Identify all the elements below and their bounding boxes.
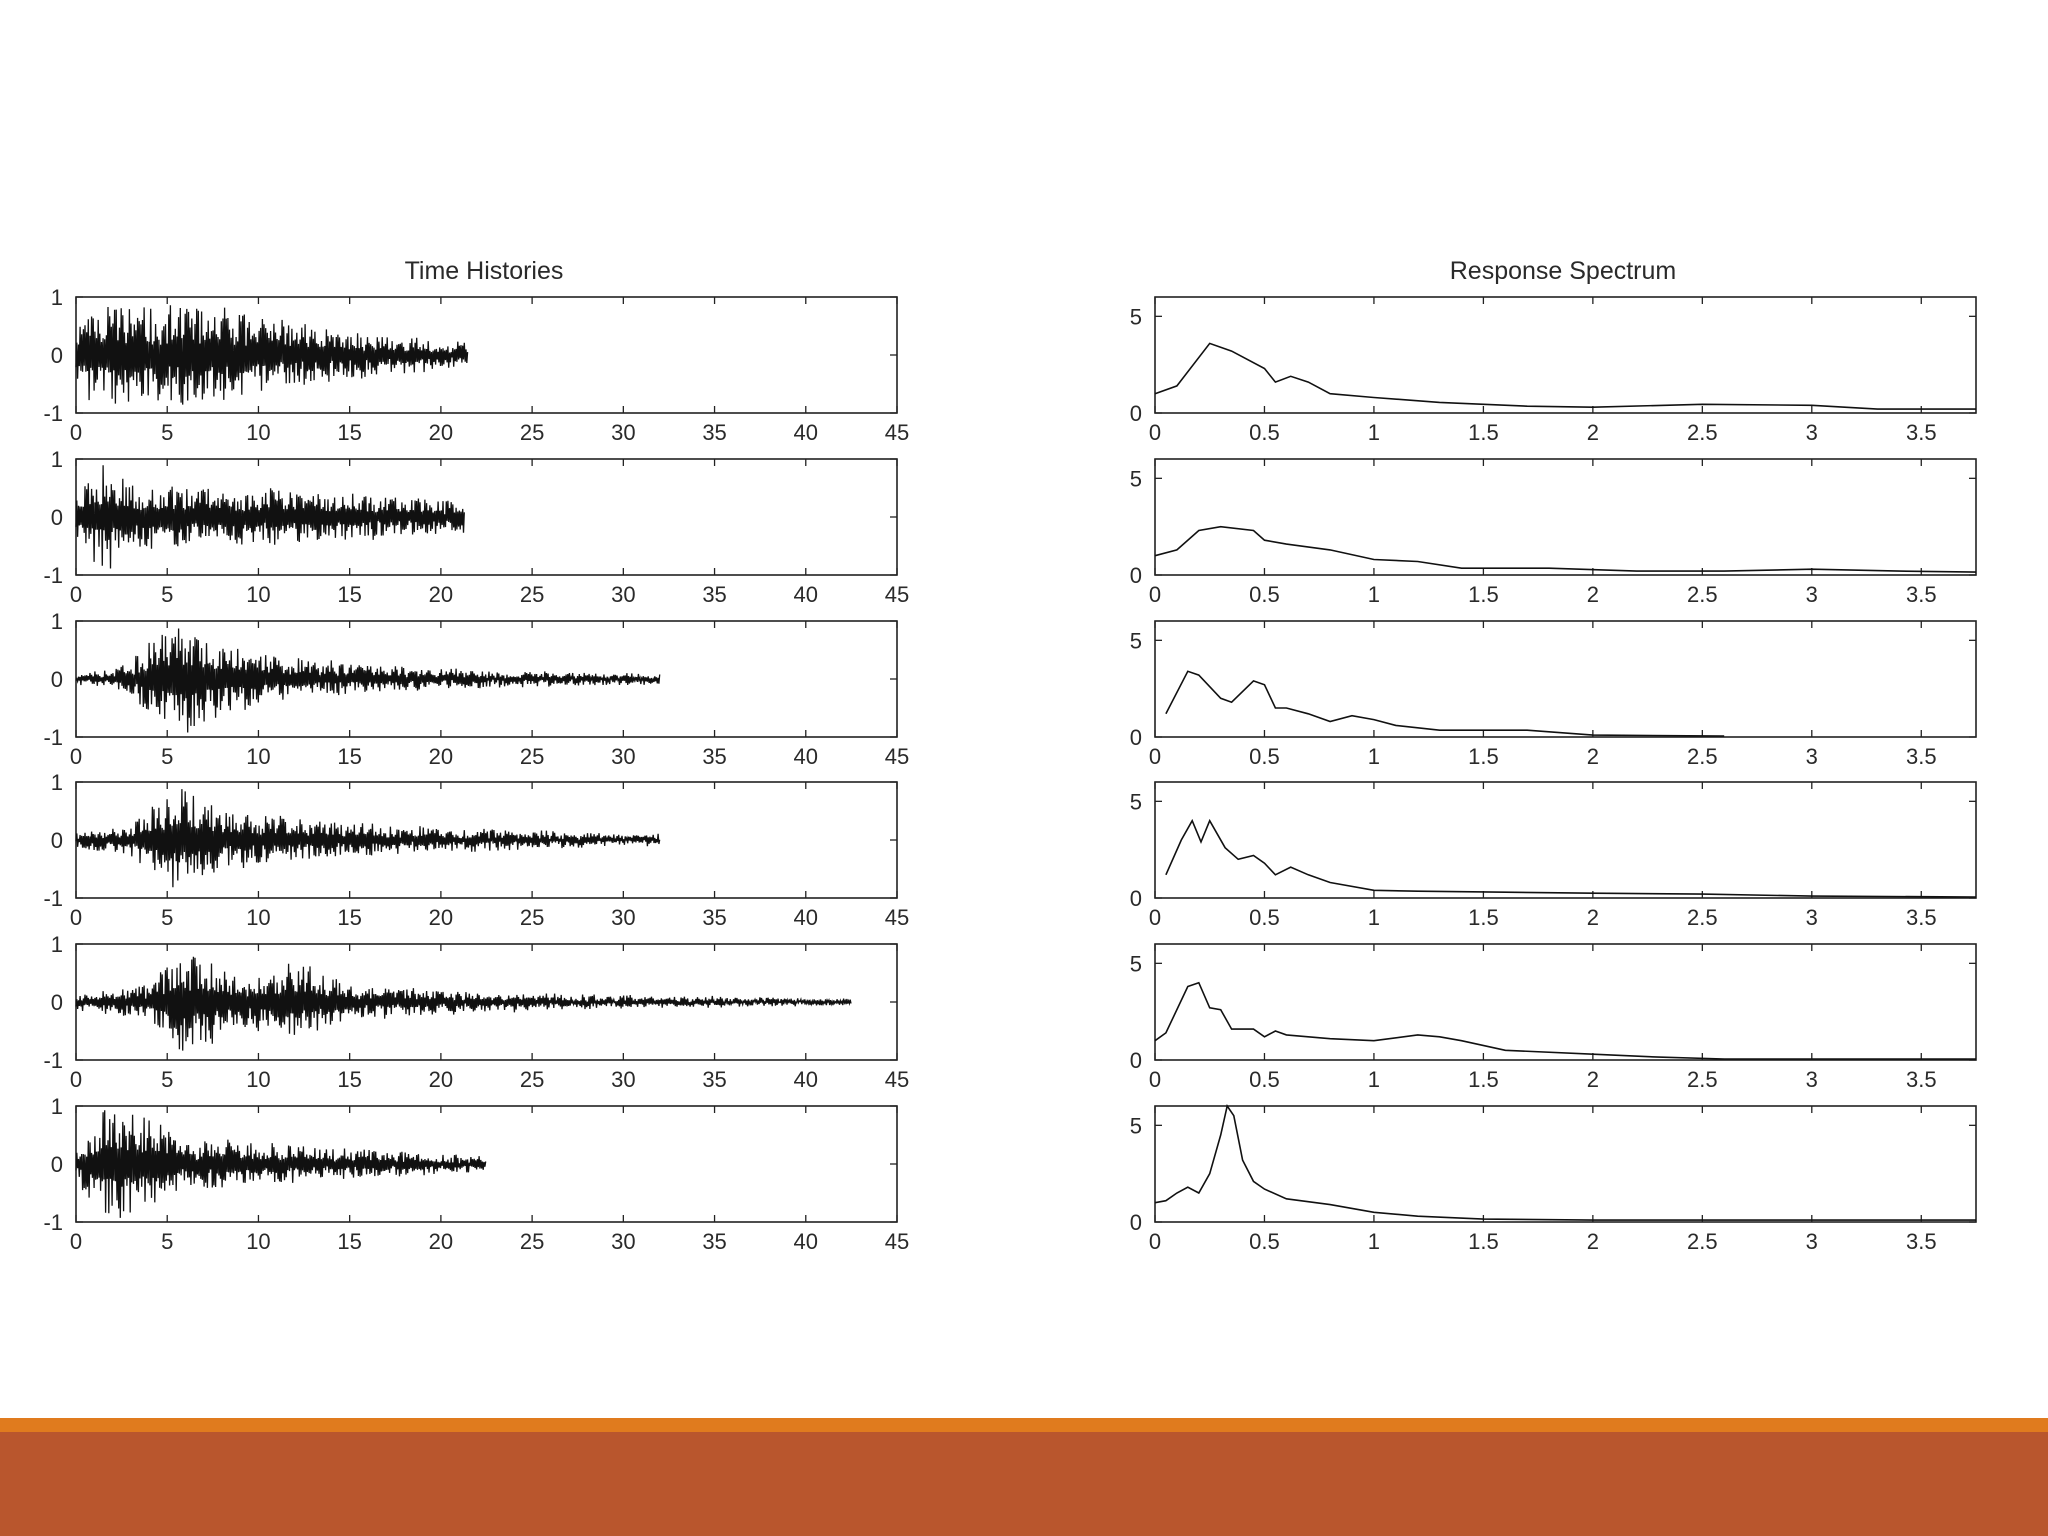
time-history-xtick-label: 20 <box>428 420 454 445</box>
time-history-xtick-label: 40 <box>793 905 819 930</box>
response-spectrum-axes-frame-3 <box>1155 621 1976 737</box>
response-spectrum-xtick-label: 0.5 <box>1249 582 1280 607</box>
time-history-xtick-label: 45 <box>884 1067 910 1092</box>
response-spectrum-axes-frame-4 <box>1155 782 1976 898</box>
time-history-xtick-label: 35 <box>702 1229 727 1254</box>
response-spectrum-xtick-label: 0 <box>1148 744 1162 769</box>
response-spectrum-ytick-label: 0 <box>1129 563 1142 588</box>
time-history-panel-6 <box>43 1094 909 1254</box>
response-spectrum-xtick-label: 2 <box>1586 905 1599 930</box>
response-spectrum-xtick-label: 1.5 <box>1468 1229 1499 1254</box>
time-history-xtick-label: 5 <box>161 905 174 930</box>
time-history-panel-1 <box>43 285 909 445</box>
response-spectrum-ytick-label: 5 <box>1129 951 1142 977</box>
time-history-xtick-label: 15 <box>337 905 362 930</box>
response-spectrum-xtick-label: 1.5 <box>1468 905 1499 930</box>
response-spectrum-axes-frame-1 <box>1155 297 1976 413</box>
response-spectrum-xtick-label: 3.5 <box>1905 1067 1937 1092</box>
response-spectrum-xtick-label: 3 <box>1805 420 1818 445</box>
response-spectrum-ytick-label: 5 <box>1129 628 1142 654</box>
time-history-xtick-label: 20 <box>428 1229 454 1254</box>
response-spectrum-xtick-label: 0.5 <box>1249 1229 1280 1254</box>
response-spectrum-curve-5 <box>1155 983 1976 1059</box>
time-history-xtick-label: 25 <box>519 420 545 445</box>
response-spectrum-xtick-label: 2.5 <box>1687 1067 1718 1092</box>
response-spectrum-xtick-label: 2.5 <box>1687 420 1718 445</box>
time-history-xtick-label: 30 <box>611 744 636 769</box>
response-spectrum-xtick-label: 1.5 <box>1468 1067 1499 1092</box>
response-spectrum-xtick-label: 2 <box>1586 1229 1599 1254</box>
time-history-trace-6 <box>76 1110 486 1218</box>
time-history-xtick-label: 40 <box>793 1229 819 1254</box>
time-history-ytick-label: 1 <box>50 285 63 310</box>
time-history-ytick-label: -1 <box>43 725 63 750</box>
response-spectrum-xtick-label: 2.5 <box>1687 905 1718 930</box>
time-history-xtick-label: 20 <box>428 905 454 930</box>
time-history-panel-5 <box>43 932 909 1092</box>
time-history-xtick-label: 15 <box>337 420 362 445</box>
time-history-trace-4 <box>76 789 660 887</box>
time-history-xtick-label: 20 <box>428 744 454 769</box>
response-spectrum-xtick-label: 1 <box>1367 1229 1381 1254</box>
response-spectrum-xtick-label: 2.5 <box>1687 1229 1718 1254</box>
time-history-xtick-label: 0 <box>69 420 83 445</box>
time-history-xtick-label: 35 <box>702 1067 727 1092</box>
response-spectrum-ytick-label: 0 <box>1129 886 1142 911</box>
time-history-xtick-label: 15 <box>337 582 362 607</box>
time-history-ytick-label: 1 <box>50 932 63 957</box>
response-spectrum-xtick-label: 1 <box>1367 1067 1381 1092</box>
time-history-xtick-label: 20 <box>428 1067 454 1092</box>
response-spectrum-panel-5 <box>1130 944 1976 1092</box>
slide-footer-band <box>0 1432 2048 1536</box>
time-history-trace-1 <box>76 305 468 404</box>
time-history-ytick-label: 1 <box>50 609 63 634</box>
response-spectrum-xtick-label: 3 <box>1805 905 1818 930</box>
response-spectrum-xtick-label: 0 <box>1148 1229 1162 1254</box>
response-spectrum-xtick-label: 1.5 <box>1468 744 1499 769</box>
response-spectrum-panel-1 <box>1130 297 1976 445</box>
time-history-panel-3 <box>43 609 909 769</box>
time-history-ytick-label: -1 <box>43 563 63 588</box>
time-history-xtick-label: 5 <box>161 744 174 769</box>
time-history-xtick-label: 15 <box>337 1229 362 1254</box>
response-spectrum-ytick-label: 5 <box>1129 466 1142 492</box>
time-history-xtick-label: 30 <box>611 582 636 607</box>
time-history-ytick-label: -1 <box>43 886 63 911</box>
time-history-xtick-label: 35 <box>702 420 727 445</box>
response-spectrum-axes-frame-2 <box>1155 459 1976 575</box>
response-spectrum-xtick-label: 0.5 <box>1249 905 1280 930</box>
response-spectrum-ytick-label: 5 <box>1129 789 1142 815</box>
time-history-xtick-label: 40 <box>793 420 819 445</box>
response-spectrum-xtick-label: 0 <box>1148 905 1162 930</box>
time-history-xtick-label: 30 <box>611 420 636 445</box>
response-spectrum-xtick-label: 0.5 <box>1249 420 1280 445</box>
time-history-ytick-label: -1 <box>43 1210 63 1235</box>
time-history-xtick-label: 40 <box>793 1067 819 1092</box>
response-spectrum-xtick-label: 1.5 <box>1468 420 1499 445</box>
response-spectrum-xtick-label: 3 <box>1805 744 1818 769</box>
time-history-xtick-label: 25 <box>519 1067 545 1092</box>
response-spectrum-ytick-label: 0 <box>1129 1048 1142 1073</box>
time-history-xtick-label: 40 <box>793 744 819 769</box>
response-spectrum-xtick-label: 3 <box>1805 1229 1818 1254</box>
time-history-xtick-label: 30 <box>611 1067 636 1092</box>
response-spectrum-title: Response Spectrum <box>1449 257 1677 285</box>
response-spectrum-xtick-label: 0 <box>1148 582 1162 607</box>
response-spectrum-curve-6 <box>1155 1106 1976 1220</box>
time-history-xtick-label: 5 <box>161 582 174 607</box>
time-history-trace-3 <box>76 629 660 733</box>
time-history-ytick-label: 0 <box>50 828 63 853</box>
time-history-xtick-label: 35 <box>702 744 727 769</box>
response-spectrum-xtick-label: 3.5 <box>1905 905 1937 930</box>
time-history-trace-2 <box>76 465 464 568</box>
time-history-xtick-label: 45 <box>884 582 910 607</box>
response-spectrum-axes-frame-6 <box>1155 1106 1976 1222</box>
response-spectrum-ytick-label: 0 <box>1129 725 1142 750</box>
response-spectrum-panel-3 <box>1130 621 1976 769</box>
response-spectrum-xtick-label: 1 <box>1367 744 1381 769</box>
time-history-xtick-label: 25 <box>519 582 545 607</box>
time-history-xtick-label: 0 <box>69 582 83 607</box>
time-history-xtick-label: 45 <box>884 1229 910 1254</box>
time-history-panel-4 <box>43 770 909 930</box>
time-history-trace-5 <box>76 957 851 1051</box>
time-history-xtick-label: 45 <box>884 744 910 769</box>
time-history-xtick-label: 10 <box>246 582 271 607</box>
response-spectrum-xtick-label: 2.5 <box>1687 582 1718 607</box>
time-history-xtick-label: 25 <box>519 905 545 930</box>
time-history-xtick-label: 0 <box>69 744 83 769</box>
time-history-xtick-label: 10 <box>246 420 271 445</box>
time-history-panel-2 <box>43 447 909 607</box>
time-history-xtick-label: 0 <box>69 1229 83 1254</box>
response-spectrum-xtick-label: 1 <box>1367 905 1381 930</box>
time-history-xtick-label: 45 <box>884 420 910 445</box>
time-history-xtick-label: 35 <box>702 905 727 930</box>
response-spectrum-curve-3 <box>1166 671 1724 736</box>
time-history-ytick-label: 0 <box>50 990 63 1015</box>
response-spectrum-panel-6 <box>1130 1106 1976 1254</box>
response-spectrum-xtick-label: 0 <box>1148 420 1162 445</box>
response-spectrum-xtick-label: 3 <box>1805 1067 1818 1092</box>
response-spectrum-axes-frame-5 <box>1155 944 1976 1060</box>
time-history-xtick-label: 30 <box>611 905 636 930</box>
response-spectrum-xtick-label: 3.5 <box>1905 420 1937 445</box>
time-history-xtick-label: 40 <box>793 582 819 607</box>
time-history-ytick-label: 1 <box>50 1094 63 1119</box>
response-spectrum-xtick-label: 3.5 <box>1905 744 1937 769</box>
response-spectrum-ytick-label: 5 <box>1129 304 1142 330</box>
time-history-xtick-label: 15 <box>337 744 362 769</box>
response-spectrum-xtick-label: 3.5 <box>1905 1229 1937 1254</box>
response-spectrum-xtick-label: 2 <box>1586 420 1599 445</box>
time-history-xtick-label: 0 <box>69 905 83 930</box>
time-history-xtick-label: 5 <box>161 1229 174 1254</box>
time-history-xtick-label: 10 <box>246 1067 271 1092</box>
response-spectrum-xtick-label: 0.5 <box>1249 744 1280 769</box>
time-history-ytick-label: 0 <box>50 667 63 692</box>
response-spectrum-xtick-label: 2.5 <box>1687 744 1718 769</box>
time-history-xtick-label: 5 <box>161 1067 174 1092</box>
response-spectrum-xtick-label: 3.5 <box>1905 582 1937 607</box>
time-history-xtick-label: 25 <box>519 1229 545 1254</box>
time-history-xtick-label: 0 <box>69 1067 83 1092</box>
time-history-xtick-label: 10 <box>246 1229 271 1254</box>
time-history-xtick-label: 45 <box>884 905 910 930</box>
time-histories-panels <box>43 285 909 1254</box>
response-spectrum-curve-1 <box>1155 343 1976 409</box>
response-spectrum-xtick-label: 1.5 <box>1468 582 1499 607</box>
response-spectrum-xtick-label: 2 <box>1586 582 1599 607</box>
time-history-xtick-label: 25 <box>519 744 545 769</box>
response-spectrum-curve-4 <box>1166 821 1976 897</box>
time-history-ytick-label: 0 <box>50 343 63 368</box>
response-spectrum-ytick-label: 0 <box>1129 401 1142 426</box>
response-spectrum-xtick-label: 0.5 <box>1249 1067 1280 1092</box>
time-history-xtick-label: 5 <box>161 420 174 445</box>
response-spectrum-xtick-label: 0 <box>1148 1067 1162 1092</box>
time-history-ytick-label: 1 <box>50 770 63 795</box>
time-history-xtick-label: 15 <box>337 1067 362 1092</box>
response-spectrum-panel-2 <box>1130 459 1976 607</box>
time-history-xtick-label: 10 <box>246 744 271 769</box>
slide-accent-stripe <box>0 1418 2048 1432</box>
response-spectrum-panels <box>1130 297 1976 1254</box>
time-history-ytick-label: -1 <box>43 1048 63 1073</box>
response-spectrum-xtick-label: 3 <box>1805 582 1818 607</box>
response-spectrum-xtick-label: 2 <box>1586 744 1599 769</box>
response-spectrum-curve-2 <box>1155 527 1976 572</box>
response-spectrum-ytick-label: 5 <box>1129 1113 1142 1139</box>
response-spectrum-xtick-label: 1 <box>1367 582 1381 607</box>
time-history-ytick-label: 0 <box>50 505 63 530</box>
time-history-xtick-label: 35 <box>702 582 727 607</box>
time-history-xtick-label: 10 <box>246 905 271 930</box>
response-spectrum-panel-4 <box>1130 782 1976 930</box>
time-history-xtick-label: 30 <box>611 1229 636 1254</box>
time-history-ytick-label: 1 <box>50 447 63 472</box>
response-spectrum-xtick-label: 2 <box>1586 1067 1599 1092</box>
time-histories-title: Time Histories <box>404 257 564 285</box>
response-spectrum-ytick-label: 0 <box>1129 1210 1142 1235</box>
time-history-ytick-label: 0 <box>50 1152 63 1177</box>
time-history-ytick-label: -1 <box>43 401 63 426</box>
response-spectrum-xtick-label: 1 <box>1367 420 1381 445</box>
time-history-xtick-label: 20 <box>428 582 454 607</box>
